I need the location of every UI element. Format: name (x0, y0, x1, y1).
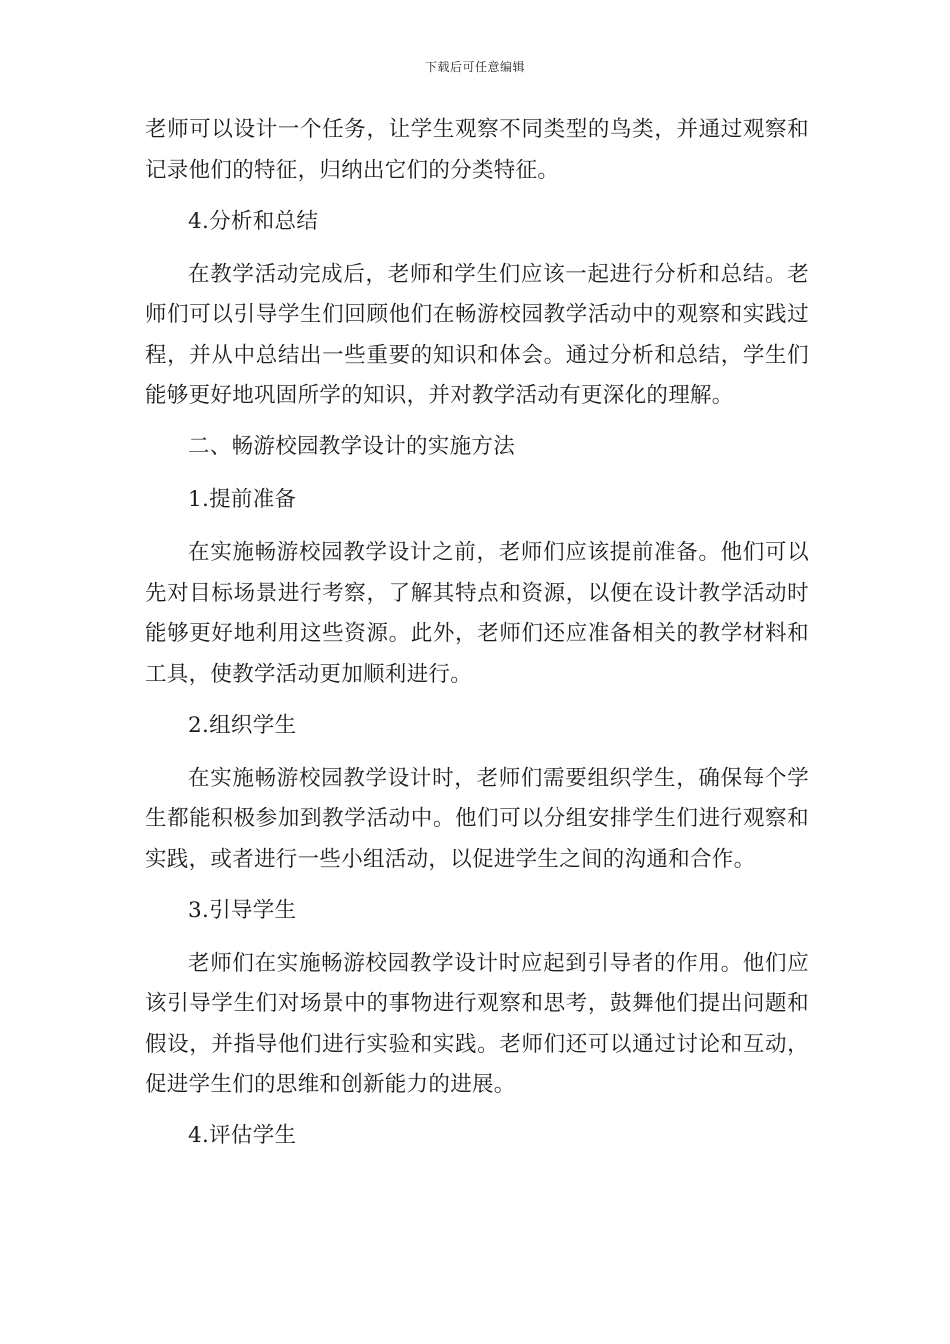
heading-guide-students: 3.引导学生 (188, 897, 297, 923)
paragraph-analysis-summary: 在教学活动完成后，老师和学生们应该一起进行分析和总结。老师们可以引导学生们回顾他们在畅游校园教学活动中的观察和实践过程，并从中总结出一些重要的知识和体会。通过分析和总结，学生们能够更好地巩固所学的知识，并对教学活动有更深化的理解。 (145, 261, 809, 408)
paragraph-organize-students: 在实施畅游校园教学设计时，老师们需要组织学生，确保每个学生都能积极参加到教学活动中。他们可以分组安排学生们进行观察和实践，或者进行一些小组活动，以促进学生之间的沟通和合作。 (145, 765, 809, 872)
heading-organize-students: 2.组织学生 (188, 712, 297, 738)
paragraph-prepare: 在实施畅游校园教学设计之前，老师们应该提前准备。他们可以先对目标场景进行考察，了解其特点和资源，以便在设计教学活动时能够更好地利用这些资源。此外，老师们还应准备相关的教学材料和工具，使教学活动更加顺利进行。 (145, 540, 809, 687)
heading-prepare: 1.提前准备 (188, 487, 297, 512)
document-body (145, 110, 809, 1169)
heading-analysis-summary: 4.分析和总结 (188, 208, 319, 234)
section-heading-implementation: 二、畅游校园教学设计的实施方法 (188, 434, 516, 459)
paragraph-guide-students: 老师们在实施畅游校园教学设计时应起到引导者的作用。他们应该引导学生们对场景中的事物进行观察和思考，鼓舞他们提出问题和假设，并指导他们进行实验和实践。老师们还可以通过讨论和互动，促进学生们的思维和创新能力的进展。 (145, 950, 809, 1097)
page-header-note: 下载后可任意编辑 (424, 60, 525, 74)
heading-evaluate-students: 4.评估学生 (188, 1123, 297, 1148)
paragraph-bird-task: 老师可以设计一个任务，让学生观察不同类型的鸟类，并通过观察和记录他们的特征，归纳出它们的分类特征。 (145, 117, 809, 183)
